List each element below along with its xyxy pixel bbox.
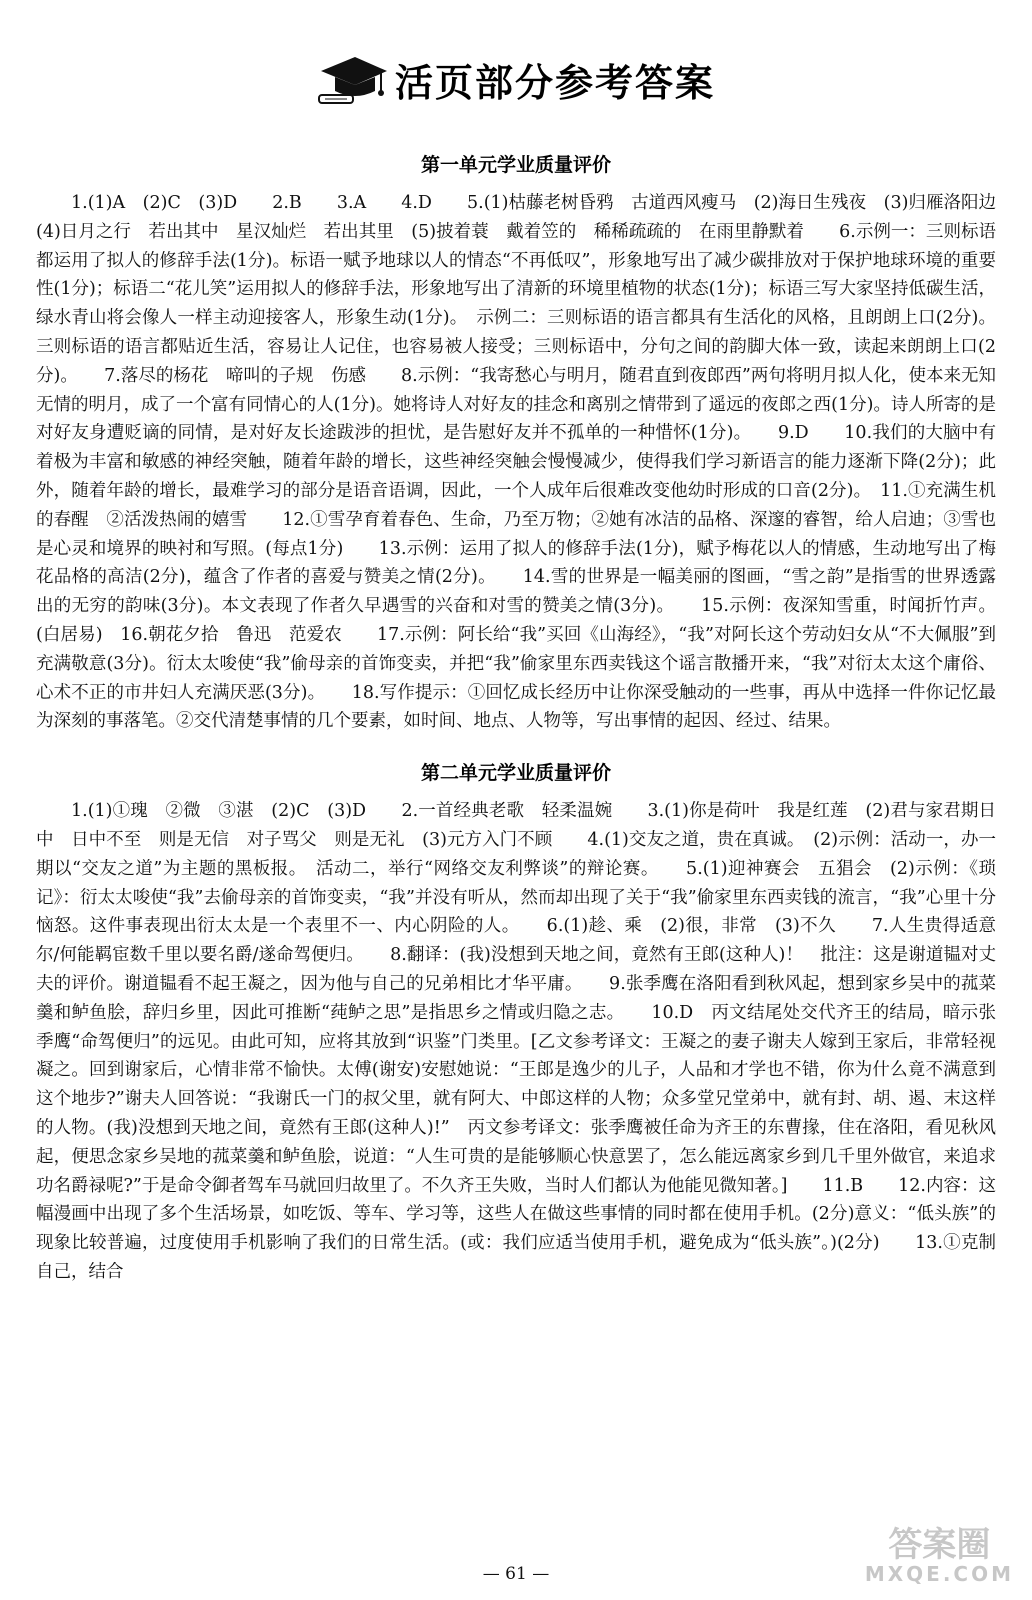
- section-unit-1: [36, 150, 1014, 736]
- page-title: 活页部分参考答案: [394, 60, 715, 105]
- header: [0, 48, 1032, 110]
- header-inner: [317, 51, 715, 107]
- section-title-unit-1: 第一单元学业质量评价: [420, 154, 611, 176]
- watermark-logo: [864, 1525, 1014, 1586]
- page-number: — 61 —: [482, 1564, 550, 1584]
- watermark-line-1: 答案圈: [888, 1525, 991, 1565]
- section-body-unit-1: 1.(1)A (2)C (3)D 2.B 3.A 4.D 5.(1)枯藤老树昏鸦 古道西风瘦马 (2)海日生残夜 (3)归雁洛阳边 (4)日月之行 若出其中 星汉灿烂 若出其里 (5)披着蓑 戴着笠的 稀稀疏疏的 在雨里静默着 6.示例一：三则标语都运用了拟人的修辞手法(1分)。标语一赋予地球以人的情态“不再低叹”，形象地写出了减少碳排放对于保护地球环境的重要性(1分)；标语二“花儿笑”运用拟人的修辞手法，形象地写出了清新的环境里植物的状态(1分)；标语三写大家坚持低碳生活，绿水青山将会像人一样主动迎接客人，形象生动(1分)。 示例二：三则标语的语言都具有生活化的风格，且朗朗上口(2分)。三则标语的语言都贴近生活，容易让人记住，也容易被人接受；三则标语中，分句之间的韵脚大体一致，读起来朗朗上口(2分)。 7.落尽的杨花 啼叫的子规 伤感 8.示例：“我寄愁心与明月，随君直到夜郎西”两句将明月拟人化，使本来无知无情的明月，成了一个富有同情心的人(1分)。她将诗人对好友的挂念和离别之情带到了遥远的夜郎之西(1分)。诗人所寄的是对好友身遭贬谪的同情，是对好友长途跋涉的担忧，是告慰好友并不孤单的一种惜怀(1分)。 9.D 10.我们的大脑中有着极为丰富和敏感的神经突触，随着年龄的增长，这些神经突触会慢慢减少，使得我们学习新语言的能力逐渐下降(2分)；此外，随着年龄的增长，最难学习的部分是语音语调，因此，一个人成年后很难改变他幼时形成的口音(2分)。 11.①充满生机的春醒 ②活泼热闹的嬉雪 12.①雪孕育着春色、生命，乃至万物；②她有冰洁的品格、深邃的睿智，给人启迪；③雪也是心灵和境界的映衬和写照。(每点1分) 13.示例：运用了拟人的修辞手法(1分)，赋予梅花以人的情感，生动地写出了梅花品格的高洁(2分)，蕴含了作者的喜爱与赞美之情(2分)。 14.雪的世界是一幅美丽的图画，“雪之韵”是指雪的世界透露出的无穷的韵味(3分)。本文表现了作者久早遇雪的兴奋和对雪的赞美之情(3分)。 15.示例：夜深知雪重，时闻折竹声。(白居易) 16.朝花夕拾 鲁迅 范爱农 17.示例：阿长给“我”买回《山海经》，“我”对阿长这个劳动妇女从“不大佩服”到充满敬意(3分)。衍太太唆使“我”偷母亲的首饰变卖，并把“我”偷家里东西卖钱这个谣言散播开来，“我”对衍太太这个庸俗、心术不正的市井妇人充满厌恶(3分)。 18.写作提示：①回忆成长经历中让你深受触动的一些事，再从中选择一件你记忆最为深刻的事落笔。②交代清楚事情的几个要素，如时间、地点、人物等，写出事情的起因、经过、结果。: [36, 193, 1014, 732]
- section-body-unit-2: 1.(1)①瑰 ②微 ③湛 (2)C (3)D 2.一首经典老歌 轻柔温婉 3.(1)你是荷叶 我是红莲 (2)君与家君期日中 日中不至 则是无信 对子骂父 则是无礼 (3)元方入门不顾 4.(1)交友之道，贵在真诚。 (2)示例：活动一，办一期以“交友之道”为主题的黑板报。 活动二，举行“网络交友利弊谈”的辩论赛。 5.(1)迎神赛会 五猖会 (2)示例：《琐记》：衍太太唆使“我”去偷母亲的首饰变卖，“我”并没有听从，然而却出现了关于“我”偷家里东西卖钱的流言，“我”心里十分恼怒。这件事表现出衍太太是一个表里不一、内心阴险的人。 6.(1)趁、乘 (2)很，非常 (3)不久 7.人生贵得适意尔/何能羁宦数千里以要名爵/遂命驾便归。 8.翻译：(我)没想到天地之间，竟然有王郎(这种人)！ 批注：这是谢道韫对丈夫的评价。谢道韫看不起王凝之，因为他与自己的兄弟相比才华平庸。 9.张季鹰在洛阳看到秋风起，想到家乡吴中的菰菜羹和鲈鱼脍，辞归乡里，因此可推断“莼鲈之思”是指思乡之情或归隐之志。 10.D 丙文结尾处交代齐王的结局，暗示张季鹰“命驾便归”的远见。由此可知，应将其放到“识鉴”门类里。[乙文参考译文：王凝之的妻子谢夫人嫁到王家后，非常轻视凝之。回到谢家后，心情非常不愉快。太傅(谢安)安慰她说：“王郎是逸少的儿子，人品和才学也不错，你为什么竟不满意到这个地步?”谢夫人回答说：“我谢氏一门的叔父里，就有阿大、中郎这样的人物；众多堂兄堂弟中，就有封、胡、遏、末这样的人物。(我)没想到天地之间，竟然有王郎(这种人)!” 丙文参考译文：张季鹰被任命为齐王的东曹掾，住在洛阳，看见秋风起，便思念家乡吴地的菰菜羹和鲈鱼脍，说道：“人生可贵的是能够顺心快意罢了，怎么能远离家乡到几千里外做官，来追求功名爵禄呢?”于是命令御者驾车马就回归故里了。不久齐王失败，当时人们都认为他能见微知著。] 11.B 12.内容：这幅漫画中出现了多个生活场景，如吃饭、等车、学习等，这些人在做这些事情的同时都在使用手机。(2分)意义：“低头族”的现象比较普遍，过度使用手机影响了我们的日常生活。(或：我们应适当使用手机，避免成为“低头族”。)(2分) 13.①克制自己，结合: [36, 801, 996, 1282]
- watermark-line-2: MXQE.COM: [864, 1562, 1014, 1586]
- section-unit-2: [36, 758, 996, 1287]
- section-title-unit-2: 第二单元学业质量评价: [420, 762, 611, 785]
- answer-content: [36, 150, 1014, 1287]
- graduation-cap-icon: [317, 51, 389, 107]
